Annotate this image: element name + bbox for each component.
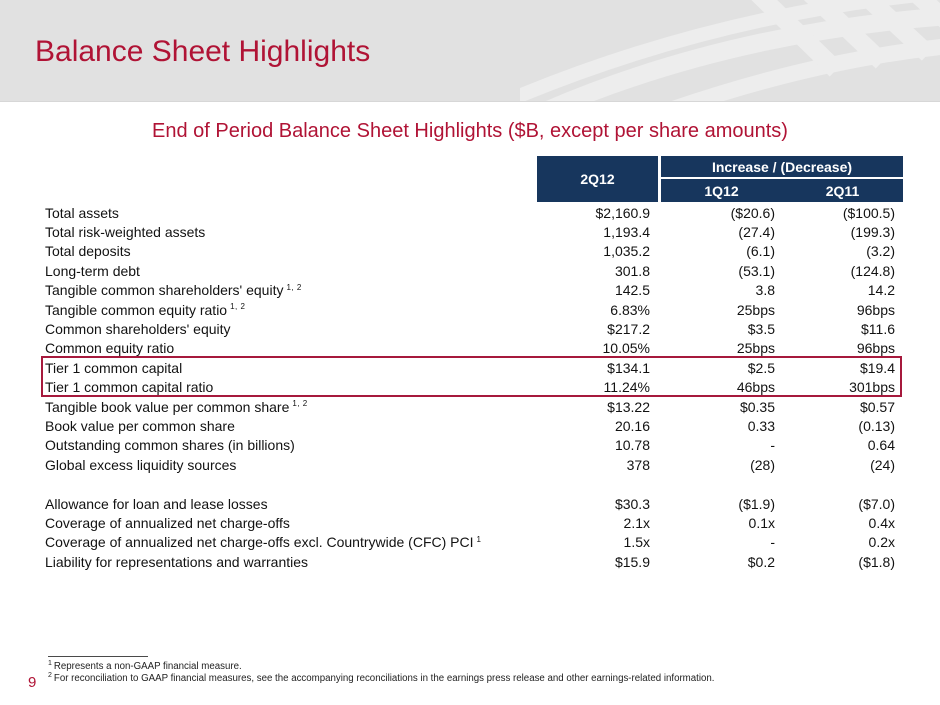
value-2q11: ($100.5) xyxy=(842,204,895,221)
row-label: Total deposits xyxy=(45,243,131,260)
value-2q12: $30.3 xyxy=(614,495,650,512)
value-1q12: 3.8 xyxy=(755,282,775,299)
table-row xyxy=(45,242,903,261)
value-1q12: 25bps xyxy=(736,301,775,318)
table-header xyxy=(537,156,903,202)
footnote-ref: 1, 2 xyxy=(286,282,302,292)
column-header-2q11: 2Q11 xyxy=(825,182,860,199)
row-label: Total assets xyxy=(45,204,119,221)
value-2q12: $2,160.9 xyxy=(595,204,650,221)
table-row xyxy=(45,203,903,222)
value-2q11: 14.2 xyxy=(867,282,895,299)
value-1q12: ($20.6) xyxy=(730,204,775,221)
row-label: Liability for representations and warranties xyxy=(45,553,309,570)
row-label: Total risk-weighted assets xyxy=(45,224,206,241)
row-label: Outstanding common shares (in billions) xyxy=(45,437,295,454)
row-label: Book value per common share xyxy=(45,417,235,434)
value-1q12: $2.5 xyxy=(747,359,775,376)
table-row xyxy=(45,300,903,319)
footnote-1-text: Represents a non-GAAP financial measure. xyxy=(53,661,242,673)
table-row xyxy=(45,281,903,300)
value-1q12: 0.1x xyxy=(748,514,775,531)
footnote-ref: 1, 2 xyxy=(292,398,308,408)
value-2q12: $217.2 xyxy=(607,321,650,338)
value-2q11: ($7.0) xyxy=(858,495,895,512)
table-row xyxy=(45,397,903,416)
table-row xyxy=(45,513,903,532)
table-row xyxy=(45,494,903,513)
table-row xyxy=(45,436,903,455)
value-2q12: $134.1 xyxy=(607,359,650,376)
value-2q12: 11.24% xyxy=(603,379,650,396)
flagscape-icon xyxy=(520,0,940,101)
value-2q12: 6.83% xyxy=(610,301,650,318)
table-row xyxy=(45,319,903,338)
table-row xyxy=(45,552,903,571)
row-label: Long-term debt xyxy=(45,262,140,279)
footnote-ref: 1, 2 xyxy=(230,301,246,311)
table-row xyxy=(45,416,903,435)
footnote-2-text: For reconciliation to GAAP financial measures, see the accompanying reconciliations in the earnings press release and other earnings-related information. xyxy=(53,673,715,685)
value-2q11: $0.57 xyxy=(859,398,895,415)
value-1q12: (53.1) xyxy=(738,262,775,279)
value-2q12: 1.5x xyxy=(623,534,650,551)
value-2q12: 20.16 xyxy=(614,417,650,434)
footnote-2 xyxy=(48,672,714,684)
value-2q12: 378 xyxy=(626,456,650,473)
table-row-spacer xyxy=(45,474,903,493)
value-2q12: 1,035.2 xyxy=(603,243,650,260)
value-2q11: (24) xyxy=(870,456,895,473)
row-label: Allowance for loan and lease losses xyxy=(45,495,268,512)
value-1q12: (27.4) xyxy=(738,224,775,241)
value-2q12: $13.22 xyxy=(607,398,650,415)
value-2q12: $15.9 xyxy=(614,553,650,570)
row-label: Tangible common shareholders' equity $^{1, 2}$ xyxy=(45,282,302,299)
row-label: Tangible book value per common share $^{1, 2}$ xyxy=(45,398,308,415)
value-2q11: 96bps xyxy=(856,340,895,357)
footnote-1 xyxy=(48,660,242,672)
value-2q11: (3.2) xyxy=(866,243,895,260)
value-2q11: (199.3) xyxy=(850,224,895,241)
tier1-highlight-box xyxy=(41,356,902,397)
value-1q12: $3.5 xyxy=(747,321,775,338)
table-row xyxy=(45,261,903,280)
value-2q12: 2.1x xyxy=(623,514,650,531)
value-2q11: 0.4x xyxy=(868,514,895,531)
value-2q11: 0.2x xyxy=(868,534,895,551)
column-header-1q12: 1Q12 xyxy=(704,182,739,199)
table-row xyxy=(45,455,903,474)
header-band xyxy=(0,0,940,102)
column-header-2q12: 2Q12 xyxy=(580,171,615,187)
footnote-ref: 1 xyxy=(476,534,482,544)
value-2q11: 0.64 xyxy=(867,437,895,454)
footnote-2-marker: 2 xyxy=(48,672,52,679)
value-2q12: 1,193.4 xyxy=(603,224,650,241)
value-1q12: ($1.9) xyxy=(738,495,775,512)
value-2q12: 142.5 xyxy=(614,282,650,299)
table-row xyxy=(45,533,903,552)
value-1q12: - xyxy=(770,534,775,551)
value-1q12: $0.2 xyxy=(747,553,775,570)
value-1q12: 25bps xyxy=(736,340,775,357)
footnote-rule xyxy=(48,656,148,657)
row-label: Tier 1 common capital ratio xyxy=(45,379,214,396)
value-2q11: (0.13) xyxy=(858,417,895,434)
table-row xyxy=(45,222,903,241)
row-label: Common shareholders' equity xyxy=(45,321,231,338)
footnote-1-marker: 1 xyxy=(48,660,52,667)
value-1q12: (6.1) xyxy=(746,243,775,260)
value-2q11: $11.6 xyxy=(861,321,895,338)
row-label: Global excess liquidity sources xyxy=(45,456,237,473)
value-2q11: ($1.8) xyxy=(858,553,895,570)
value-1q12: (28) xyxy=(750,456,775,473)
value-2q11: 96bps xyxy=(856,301,895,318)
column-header-increase-decrease: Increase / (Decrease) xyxy=(711,158,853,175)
value-1q12: $0.35 xyxy=(739,398,775,415)
page-number: 9 xyxy=(28,674,37,691)
table-subtitle: End of Period Balance Sheet Highlights ($B, except per share amounts) xyxy=(152,120,788,142)
row-label: Tangible common equity ratio $^{1, 2}$ xyxy=(45,301,246,318)
value-1q12: - xyxy=(770,437,775,454)
row-label: Coverage of annualized net charge-offs xyxy=(45,514,290,531)
value-2q11: $19.4 xyxy=(859,359,895,376)
value-2q11: 301bps xyxy=(849,379,895,396)
value-2q12: 10.78 xyxy=(614,437,650,454)
value-1q12: 46bps xyxy=(736,379,775,396)
value-2q12: 301.8 xyxy=(614,262,650,279)
value-2q11: (124.8) xyxy=(850,262,895,279)
row-label: Tier 1 common capital xyxy=(45,359,183,376)
value-1q12: 0.33 xyxy=(747,417,775,434)
row-label: Coverage of annualized net charge-offs excl. Countrywide (CFC) PCI $^1$ xyxy=(45,534,482,551)
page-title: Balance Sheet Highlights xyxy=(35,35,371,68)
row-label: Common equity ratio xyxy=(45,340,175,357)
value-2q12: 10.05% xyxy=(602,340,650,357)
